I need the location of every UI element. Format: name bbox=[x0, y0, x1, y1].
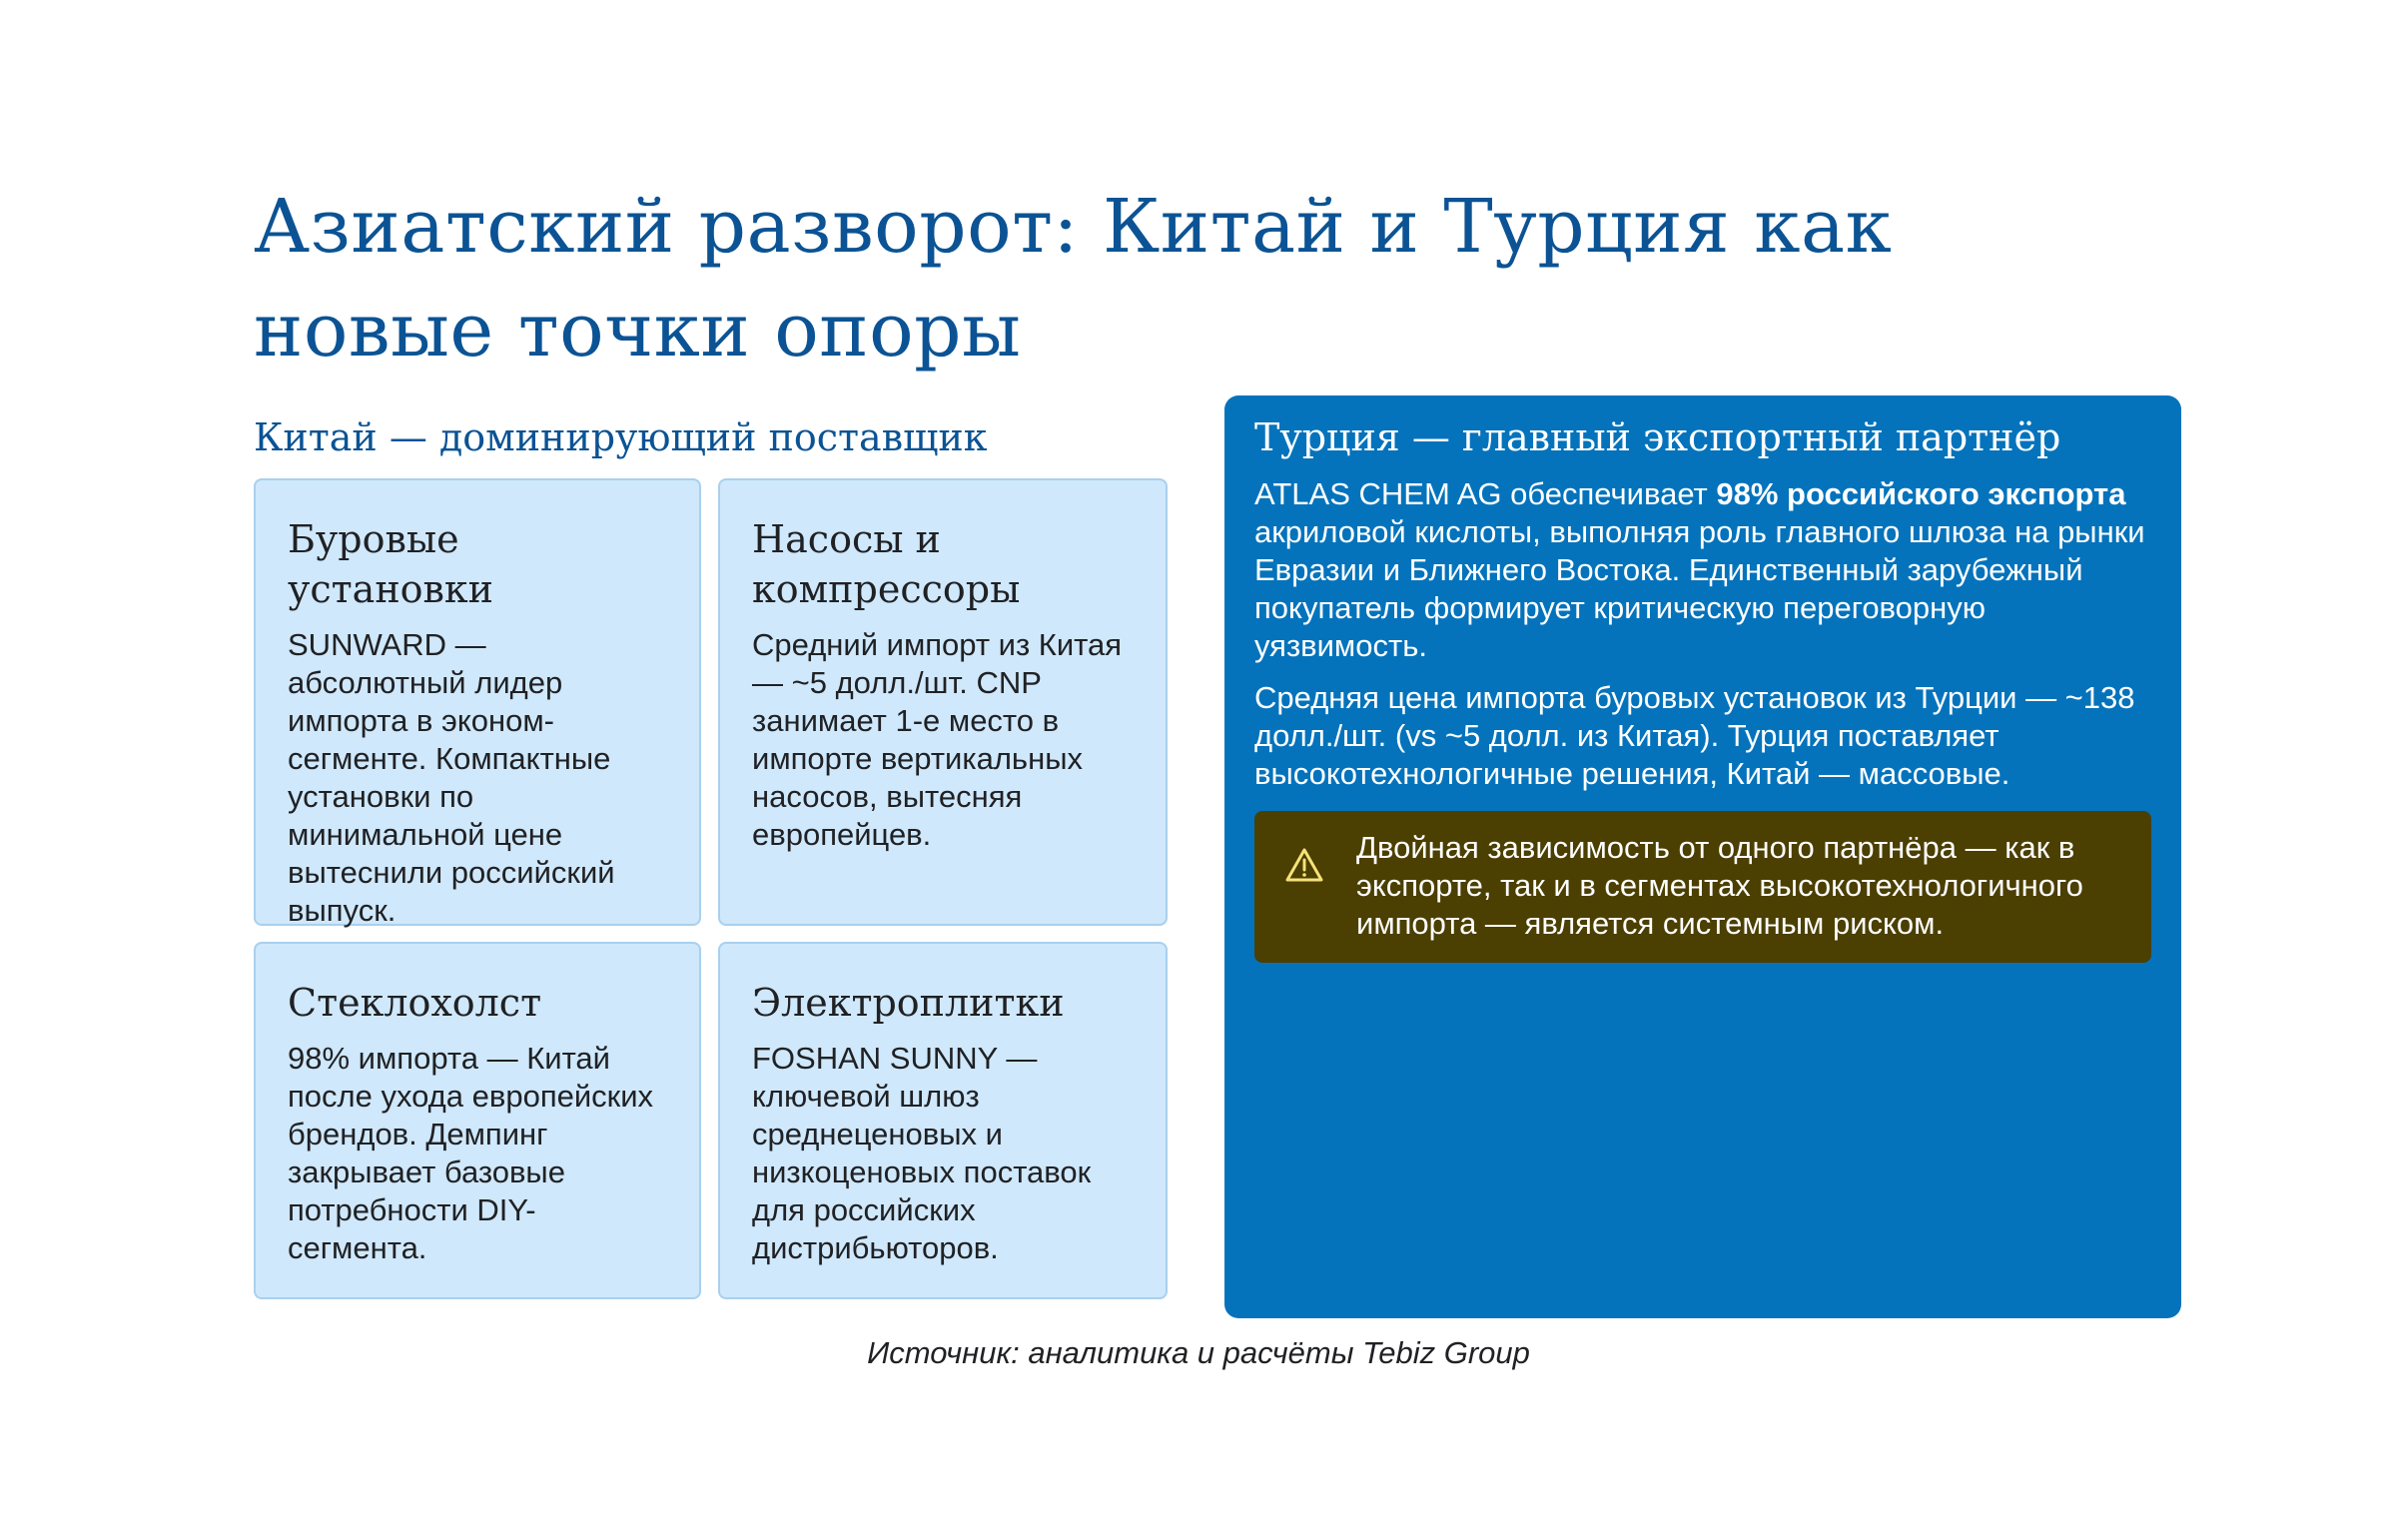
turkey-paragraph-1-highlight: 98% российского экспорта bbox=[1716, 476, 2126, 511]
page-title: Азиатский разворот: Китай и Турция как новые точки опоры bbox=[254, 184, 1893, 374]
card-title: Насосы и компрессоры bbox=[752, 517, 1021, 611]
card-electric-stoves bbox=[718, 942, 1168, 1299]
card-pumps-compressors bbox=[718, 478, 1168, 926]
card-text: SUNWARD — абсолютный лидер импорта в эконом-сегменте. Компактные установки по минимальной цене вытеснили российский выпуск. bbox=[288, 627, 615, 928]
card-title: Буровые установки bbox=[288, 517, 493, 611]
source-note: Источник: аналитика и расчёты Tebiz Group bbox=[867, 1335, 1530, 1370]
card-title: Стеклохолст bbox=[288, 981, 542, 1025]
warning-triangle-icon bbox=[1284, 847, 1324, 883]
card-text: Средний импорт из Китая — ~5 долл./шт. CNP занимает 1-е место в импорте вертикальных насосов, вытесняя европейцев. bbox=[752, 627, 1123, 852]
card-fiberglass bbox=[254, 942, 701, 1299]
turkey-heading: Турция — главный экспортный партнёр bbox=[1254, 415, 2061, 459]
turkey-paragraph-2: Средняя цена импорта буровых установок из Турции — ~138 долл./шт. (vs ~5 долл. из Китая). Турция поставляет высокотехнологичные решения, Китай — массовые. bbox=[1254, 680, 2135, 791]
turkey-panel bbox=[1224, 395, 2181, 1318]
turkey-paragraph-1-end: акриловой кислоты, выполняя роль главного шлюза на рынки Евразии и Ближнего Востока. Единственный зарубежный покупатель формирует критическую переговорную уязвимость. bbox=[1254, 514, 2145, 663]
turkey-paragraph-1-start: ATLAS CHEM AG обеспечивает bbox=[1254, 476, 1717, 511]
risk-alert bbox=[1254, 811, 2151, 963]
china-section-heading: Китай — доминирующий поставщик bbox=[254, 415, 988, 459]
turkey-paragraph-1 bbox=[1254, 475, 2151, 665]
card-text: 98% импорта — Китай после ухода европейских брендов. Демпинг закрывает базовые потребности DIY-сегмента. bbox=[288, 1041, 654, 1265]
card-text: FOSHAN SUNNY — ключевой шлюз среднеценовых и низкоценовых поставок для российских дистрибьюторов. bbox=[752, 1041, 1092, 1265]
card-drilling-rigs bbox=[254, 478, 701, 926]
card-title: Электроплитки bbox=[752, 981, 1065, 1025]
risk-alert-text: Двойная зависимость от одного партнёра — как в экспорте, так и в сегментах высокотехнологичного импорта — является системным риском. bbox=[1356, 830, 2083, 941]
